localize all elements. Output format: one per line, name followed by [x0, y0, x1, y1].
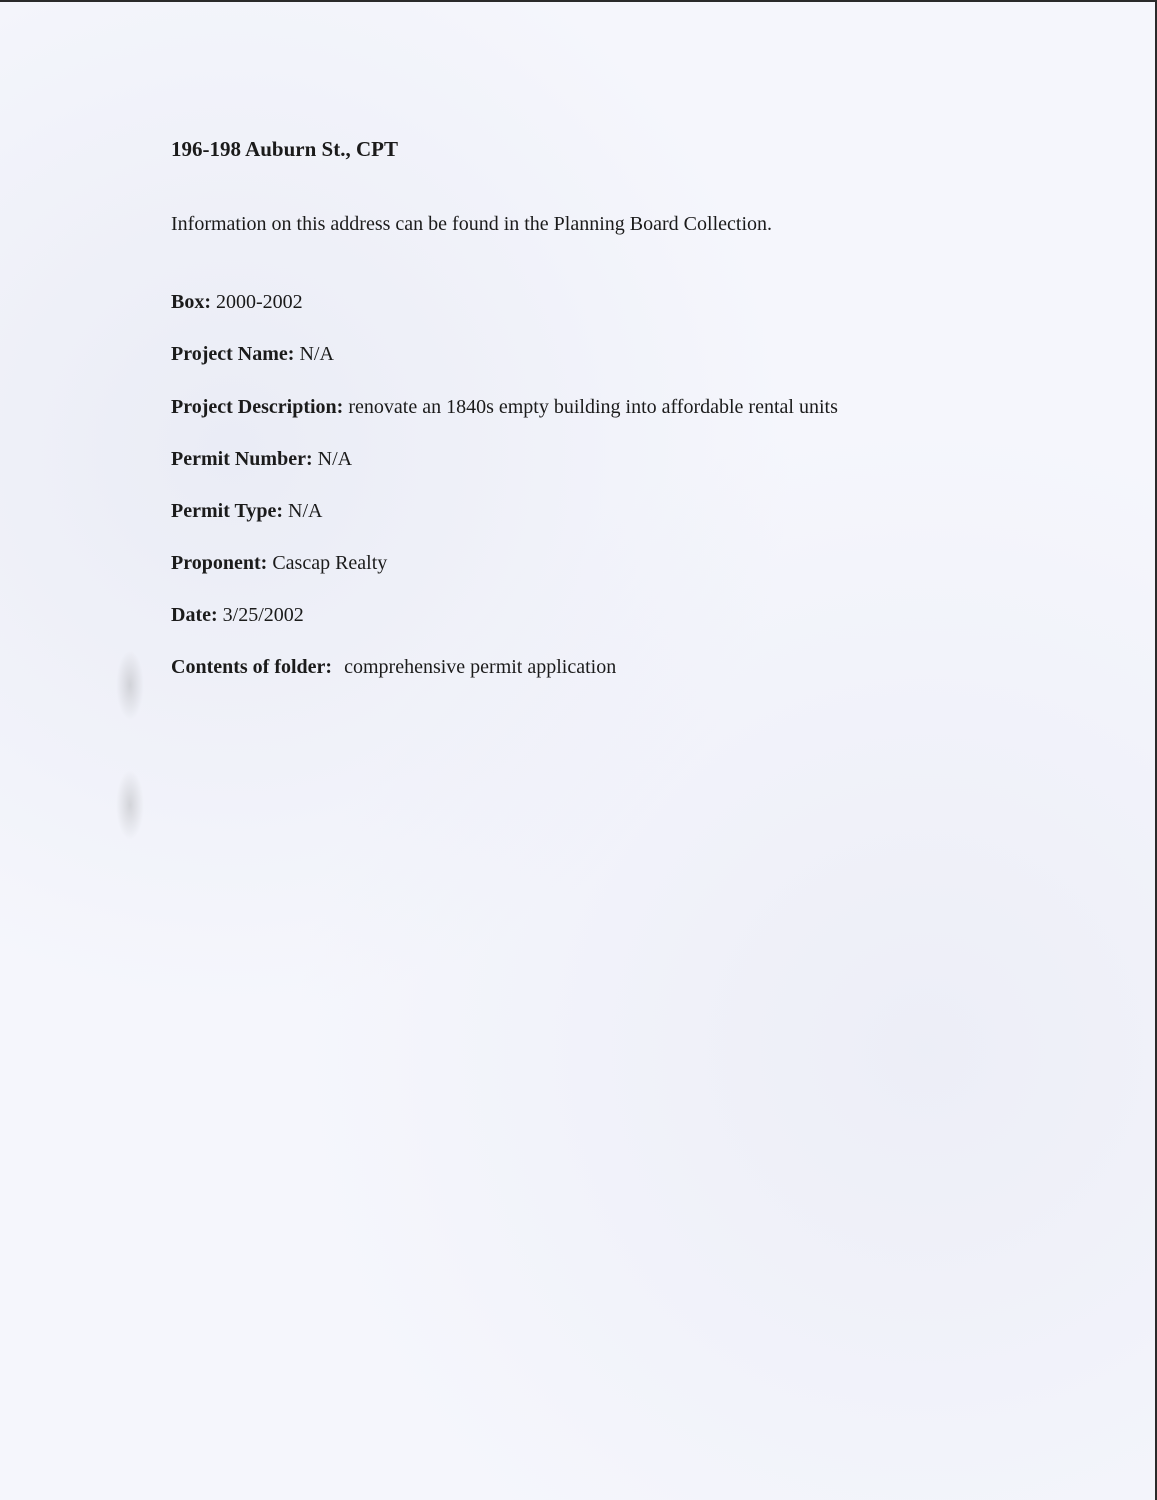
- field-value: Cascap Realty: [272, 552, 388, 574]
- intro-text: Information on this address can be found in the Planning Board Collection.: [171, 213, 772, 235]
- document-body: [171, 133, 1071, 678]
- address-heading: 196-198 Auburn St., CPT: [171, 137, 398, 161]
- field-value: comprehensive permit application: [344, 656, 617, 678]
- field-label: Permit Type:: [171, 500, 284, 522]
- field-project-description: [171, 396, 838, 419]
- field-label: Permit Number:: [171, 448, 313, 470]
- scan-artifact: [116, 650, 144, 720]
- field-date: [171, 604, 304, 627]
- field-box: [171, 291, 303, 314]
- field-value: 2000-2002: [216, 291, 303, 313]
- field-project-name: [171, 343, 334, 366]
- field-label: Project Description:: [171, 396, 344, 418]
- field-value: N/A: [317, 448, 353, 470]
- field-label: Project Name:: [171, 343, 295, 365]
- field-label: Box:: [171, 291, 211, 313]
- scan-artifact: [116, 770, 144, 840]
- field-value: 3/25/2002: [222, 604, 304, 626]
- page-top-edge: [0, 0, 1157, 2]
- field-label: Proponent:: [171, 552, 268, 574]
- field-permit-type: [171, 500, 322, 523]
- field-value: N/A: [299, 343, 334, 365]
- field-contents-of-folder: [171, 656, 616, 679]
- field-permit-number: [171, 448, 352, 471]
- field-proponent: [171, 552, 387, 575]
- field-value: N/A: [288, 500, 323, 522]
- field-value: renovate an 1840s empty building into affordable rental units: [348, 396, 838, 418]
- field-label: Contents of folder:: [171, 656, 333, 678]
- field-label: Date:: [171, 604, 218, 626]
